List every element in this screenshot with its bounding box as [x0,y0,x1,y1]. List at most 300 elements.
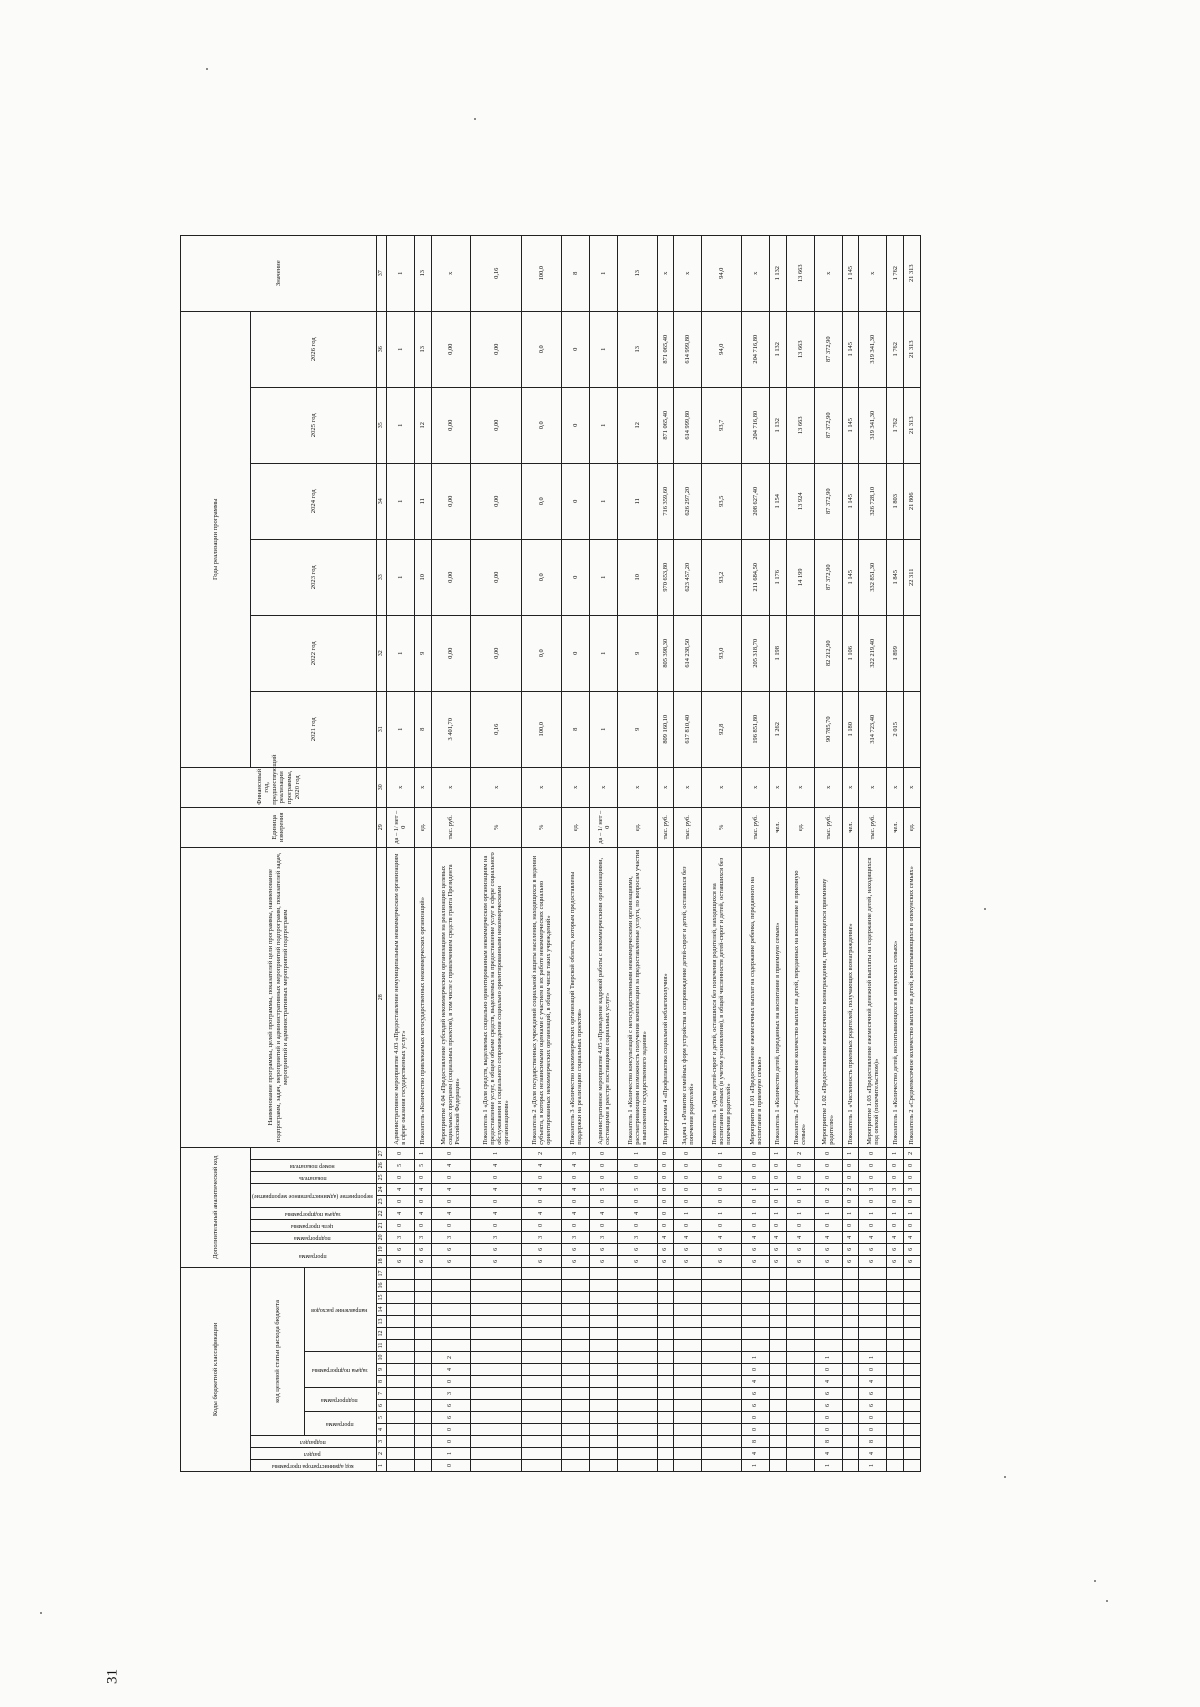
analytic-col-header [251,1219,377,1231]
rotated-table [180,236,916,1472]
year-value [786,691,814,767]
code-cell [742,1280,770,1292]
row-name: Мероприятие 1.03 «Предоставление ежемесячной денежной выплаты на содержание детей, находящихся под опекой (попечительством)» [859,847,887,1147]
row-fin-year: x [431,767,471,807]
col-number: 7 [376,1388,386,1400]
analytic-col-header [251,1183,377,1207]
code-cell [903,1364,920,1376]
year-value: 1 [590,539,618,615]
code-cell [618,1376,658,1388]
unit-header: Единица измерения [181,807,377,847]
code-cell [522,1292,562,1304]
year-value: 208 627,40 [742,463,770,539]
code-cell [842,1352,859,1364]
code-cell: 0 [522,1171,562,1183]
code-cell [386,1267,414,1279]
target-value: 1 [590,235,618,311]
code-cell [770,1340,787,1352]
code-cell: 6 [814,1400,842,1412]
code-cell: 0 [702,1183,742,1195]
year-value: 87 372,90 [814,311,842,387]
podrazdel-header [251,1436,377,1448]
analytic-col-label: задача подпрограммы [284,1210,341,1217]
year-value: 1 [386,387,414,463]
code-cell [471,1352,522,1364]
code-cell [431,1292,471,1304]
col-number: 4 [376,1424,386,1436]
code-cell: 0 [471,1219,522,1231]
code-cell [386,1280,414,1292]
code-cell [842,1424,859,1436]
code-cell [903,1424,920,1436]
code-cell [414,1436,431,1448]
code-cell [414,1328,431,1340]
code-cell [522,1316,562,1328]
code-cell [590,1388,618,1400]
code-cell: 6 [386,1255,414,1267]
code-cell [786,1400,814,1412]
code-cell [618,1400,658,1412]
code-cell: 0 [859,1195,887,1207]
code-cell [522,1304,562,1316]
row-name: Административное мероприятие 4.03 «Предоставление немуниципальным некоммерческим организациям в сфере оказания государственных услуг» [386,847,414,1147]
code-cell: 0 [742,1219,770,1231]
table-row [903,235,920,1471]
code-cell: 4 [522,1183,562,1195]
year-header-5: 2025 год [251,387,377,463]
code-cell [386,1388,414,1400]
code-cell: 6 [431,1243,471,1255]
year-value: 1 198 [770,615,787,691]
year-header-6: 2026 год [251,311,377,387]
year-value: 0,00 [431,539,471,615]
code-cell [561,1448,589,1460]
code-cell [887,1316,904,1328]
code-cell [471,1340,522,1352]
code-cell: 0 [742,1412,770,1424]
code-cell [903,1280,920,1292]
code-cell [561,1436,589,1448]
col-number: 15 [376,1292,386,1304]
code-cell [522,1376,562,1388]
code-cell: 6 [742,1243,770,1255]
code-cell: 4 [471,1207,522,1219]
code-cell: 0 [859,1364,887,1376]
col-number: 24 [376,1183,386,1195]
code-cell: 0 [431,1171,471,1183]
table-row [386,235,414,1471]
code-cell: 0 [814,1412,842,1424]
code-cell [618,1436,658,1448]
year-value: 617 810,40 [674,691,702,767]
code-cell: 4 [814,1448,842,1460]
code-cell [590,1280,618,1292]
code-cell [887,1400,904,1412]
year-value: 0 [561,615,589,691]
code-cell [590,1304,618,1316]
kcsr-header: код целевой статьи расхода бюджета [251,1267,305,1435]
code-cell: 6 [702,1243,742,1255]
code-cell: 2 [431,1352,471,1364]
code-cell: 0 [814,1219,842,1231]
analytic-col-label: цель программы [291,1222,334,1229]
code-cell [903,1352,920,1364]
code-cell [842,1316,859,1328]
code-cell [618,1364,658,1376]
code-cell [770,1364,787,1376]
code-cell [386,1364,414,1376]
code-cell [903,1340,920,1352]
code-cell [386,1376,414,1388]
admin-code-header-label: код администратора программы [271,1463,354,1469]
row-unit: % [471,807,522,847]
code-cell [618,1460,658,1472]
code-cell [561,1388,589,1400]
year-value: 211 684,50 [742,539,770,615]
code-cell: 1 [814,1460,842,1472]
code-cell [842,1460,859,1472]
program-indicators-table [180,235,921,1472]
code-cell [770,1400,787,1412]
year-value: 0 [561,463,589,539]
code-cell [674,1448,702,1460]
year-value: 1 [386,615,414,691]
row-unit: % [522,807,562,847]
year-value: 0,0 [522,311,562,387]
col-number: 32 [376,615,386,691]
code-cell: 6 [842,1243,859,1255]
code-cell: 0 [903,1171,920,1183]
code-cell: 4 [431,1207,471,1219]
row-fin-year: x [618,767,658,807]
code-cell [618,1448,658,1460]
row-unit: тыс. руб. [674,807,702,847]
col-number: 30 [376,767,386,807]
code-cell [887,1436,904,1448]
row-fin-year: x [770,767,787,807]
year-value: 93,2 [702,539,742,615]
code-cell: 5 [590,1183,618,1195]
code-cell: 1 [859,1460,887,1472]
code-cell: 6 [814,1255,842,1267]
code-cell [842,1328,859,1340]
col-number: 28 [376,847,386,1147]
code-cell: 0 [674,1219,702,1231]
year-value: 0,00 [471,539,522,615]
code-cell [618,1412,658,1424]
kcsr-sub-label: подпрограмма [321,1397,358,1403]
code-cell [903,1316,920,1328]
code-cell [903,1292,920,1304]
year-value: 9 [618,691,658,767]
row-unit: да – 1/ нет – 0 [386,807,414,847]
code-cell [859,1280,887,1292]
table-row [414,235,431,1471]
code-cell [618,1352,658,1364]
code-cell: 6 [657,1243,674,1255]
code-cell [618,1388,658,1400]
code-cell [657,1400,674,1412]
code-cell [842,1448,859,1460]
year-value: 92,8 [702,691,742,767]
code-cell: 1 [674,1207,702,1219]
code-cell: 6 [770,1255,787,1267]
code-cell: 6 [770,1243,787,1255]
code-cell [522,1352,562,1364]
year-value: 204 716,80 [742,387,770,463]
year-value: 1 [590,615,618,691]
code-cell [842,1436,859,1448]
target-value: 100,0 [522,235,562,311]
analytic-col-label: номер показателя [290,1162,335,1169]
code-cell [770,1376,787,1388]
year-value: 614 999,80 [674,387,702,463]
code-cell: 0 [431,1195,471,1207]
code-cell: 8 [742,1436,770,1448]
code-cell: 0 [842,1171,859,1183]
code-cell [590,1448,618,1460]
year-value: 1 [386,311,414,387]
code-cell: 1 [414,1147,431,1159]
code-cell: 1 [842,1147,859,1159]
value-header: Значение [181,235,377,311]
code-cell [887,1267,904,1279]
code-cell [522,1280,562,1292]
code-cell: 0 [786,1219,814,1231]
target-value: x [814,235,842,311]
code-cell: 1 [618,1147,658,1159]
code-cell: 4 [386,1183,414,1195]
code-cell [618,1316,658,1328]
row-fin-year: x [386,767,414,807]
row-unit: чел. [842,807,859,847]
code-cell [770,1292,787,1304]
code-cell: 0 [814,1171,842,1183]
code-cell: 0 [814,1159,842,1171]
row-name: Показатель 1 «Доля средств, выделяемых социально ориентированным некоммерческим организациям на предоставление услуг, в общем объеме средств, выделяемых на предоставление услуг в сфере социального обслуживания и социального сопровождения социально ориентированными некоммерческими организациями» [471,847,522,1147]
table-row [471,235,522,1471]
row-fin-year: x [674,767,702,807]
code-cell [814,1328,842,1340]
code-cell: 6 [657,1255,674,1267]
code-cell [657,1364,674,1376]
code-cell: 6 [903,1255,920,1267]
code-cell: 0 [657,1171,674,1183]
row-unit: ед. [618,807,658,847]
row-unit: чел. [770,807,787,847]
code-cell [414,1340,431,1352]
code-cell: 1 [770,1147,787,1159]
code-cell: 6 [859,1400,887,1412]
code-cell: 0 [859,1424,887,1436]
analytic-col-header [251,1243,377,1267]
year-value: 82 212,90 [814,615,842,691]
analytic-col-header [251,1159,377,1171]
analytic-col-header [251,1207,377,1219]
row-unit: ед. [561,807,589,847]
scan-speck [1094,1580,1096,1582]
code-cell: 0 [431,1424,471,1436]
col-number: 13 [376,1316,386,1328]
code-cell: 0 [414,1171,431,1183]
code-cell [522,1448,562,1460]
analytic-col-header [251,1171,377,1183]
code-cell [702,1316,742,1328]
code-cell [657,1292,674,1304]
year-value: 0 [561,311,589,387]
code-cell [770,1448,787,1460]
target-value: 0,16 [471,235,522,311]
code-cell [618,1292,658,1304]
code-cell: 4 [522,1159,562,1171]
year-value: 1 145 [842,387,859,463]
table-row [561,235,589,1471]
row-fin-year: x [903,767,920,807]
code-cell: 0 [814,1364,842,1376]
code-cell: 0 [702,1219,742,1231]
year-value: 0,00 [431,387,471,463]
target-value: x [742,235,770,311]
code-cell [618,1424,658,1436]
col-number: 20 [376,1231,386,1243]
year-value: 87 372,90 [814,463,842,539]
code-cell [522,1400,562,1412]
code-cell [702,1364,742,1376]
code-cell [770,1328,787,1340]
code-cell: 3 [618,1231,658,1243]
analytic-col-header [251,1147,377,1159]
year-value [786,615,814,691]
col-number: 1 [376,1460,386,1472]
row-name: Показатель «Количество привлекаемых негосударственных некоммерческих организаций» [414,847,431,1147]
code-cell [561,1316,589,1328]
year-value: 0,00 [471,615,522,691]
code-cell: 0 [386,1219,414,1231]
code-cell [590,1352,618,1364]
code-cell [618,1267,658,1279]
row-name: Показатель 3 «Количество некоммерческих организаций Тверской области, которым предоставлены поддержки на реализацию социальных проектов» [561,847,589,1147]
code-cell [522,1340,562,1352]
code-cell [859,1292,887,1304]
code-cell [770,1280,787,1292]
code-cell: 0 [522,1195,562,1207]
code-cell [887,1304,904,1316]
year-value: 0,0 [522,387,562,463]
code-cell [618,1328,658,1340]
code-cell: 4 [431,1364,471,1376]
row-fin-year: x [471,767,522,807]
code-cell [842,1388,859,1400]
year-value: 196 851,80 [742,691,770,767]
page-number-wrap [103,830,123,1684]
code-cell [887,1352,904,1364]
code-cell: 0 [842,1195,859,1207]
code-cell: 0 [561,1195,589,1207]
year-value: 1 [590,463,618,539]
year-header-1: 2021 год [251,691,377,767]
code-cell: 4 [903,1231,920,1243]
year-value: 10 [414,539,431,615]
code-cell: 1 [786,1207,814,1219]
code-cell [903,1376,920,1388]
code-cell: 6 [618,1243,658,1255]
code-cell [561,1412,589,1424]
code-cell [742,1340,770,1352]
code-cell: 6 [471,1255,522,1267]
code-cell: 0 [674,1159,702,1171]
code-cell: 3 [431,1231,471,1243]
code-cell [657,1340,674,1352]
name-header: Наименование программы, целей программы, показателей цели программы, наименование подпрограмм, задач, мероприятий и административных мероприятий подпрограмм, показателей задач, мероприятий и административных мероприятий подпрограмм [181,847,377,1147]
year-value: 204 716,80 [742,311,770,387]
code-cell [842,1292,859,1304]
col-number: 2 [376,1448,386,1460]
target-value: 94,0 [702,235,742,311]
code-cell [657,1280,674,1292]
code-cell: 4 [618,1207,658,1219]
col-number: 16 [376,1280,386,1292]
col-number: 17 [376,1267,386,1279]
year-value: 0,0 [522,463,562,539]
code-cell: 0 [903,1219,920,1231]
col-number: 31 [376,691,386,767]
year-value: 0,00 [431,615,471,691]
code-cell [859,1328,887,1340]
year-value: 1 [386,691,414,767]
scan-speck [40,1612,42,1614]
code-cell: 8 [814,1436,842,1448]
code-cell: 0 [702,1171,742,1183]
row-unit: тыс. руб. [742,807,770,847]
code-cell: 1 [887,1207,904,1219]
code-cell [386,1328,414,1340]
year-value: 1 [386,463,414,539]
row-unit: ед. [903,807,920,847]
code-cell [386,1304,414,1316]
year-value: 2 015 [887,691,904,767]
table-row [657,235,674,1471]
code-cell [414,1316,431,1328]
code-cell [887,1292,904,1304]
code-cell [786,1304,814,1316]
target-value: 1 132 [770,235,787,311]
code-cell [657,1267,674,1279]
code-cell [770,1316,787,1328]
code-cell [674,1328,702,1340]
scan-speck [206,68,208,70]
code-cell: 6 [786,1255,814,1267]
code-cell [414,1400,431,1412]
code-cell: 5 [414,1159,431,1171]
code-cell: 4 [859,1448,887,1460]
code-cell [786,1448,814,1460]
code-cell [414,1304,431,1316]
year-value: 3 401,70 [431,691,471,767]
code-cell [903,1412,920,1424]
code-cell [618,1304,658,1316]
year-value: 805 398,30 [657,615,674,691]
code-cell [414,1412,431,1424]
code-cell [590,1436,618,1448]
target-value: x [431,235,471,311]
code-cell: 3 [414,1231,431,1243]
analytic-col-header [251,1231,377,1243]
code-cell [859,1267,887,1279]
row-name: Мероприятие 1.02 «Предоставление ежемесячного вознаграждения, причитающегося приемному родителю» [814,847,842,1147]
code-cell: 0 [887,1171,904,1183]
code-cell [590,1292,618,1304]
code-cell [842,1280,859,1292]
